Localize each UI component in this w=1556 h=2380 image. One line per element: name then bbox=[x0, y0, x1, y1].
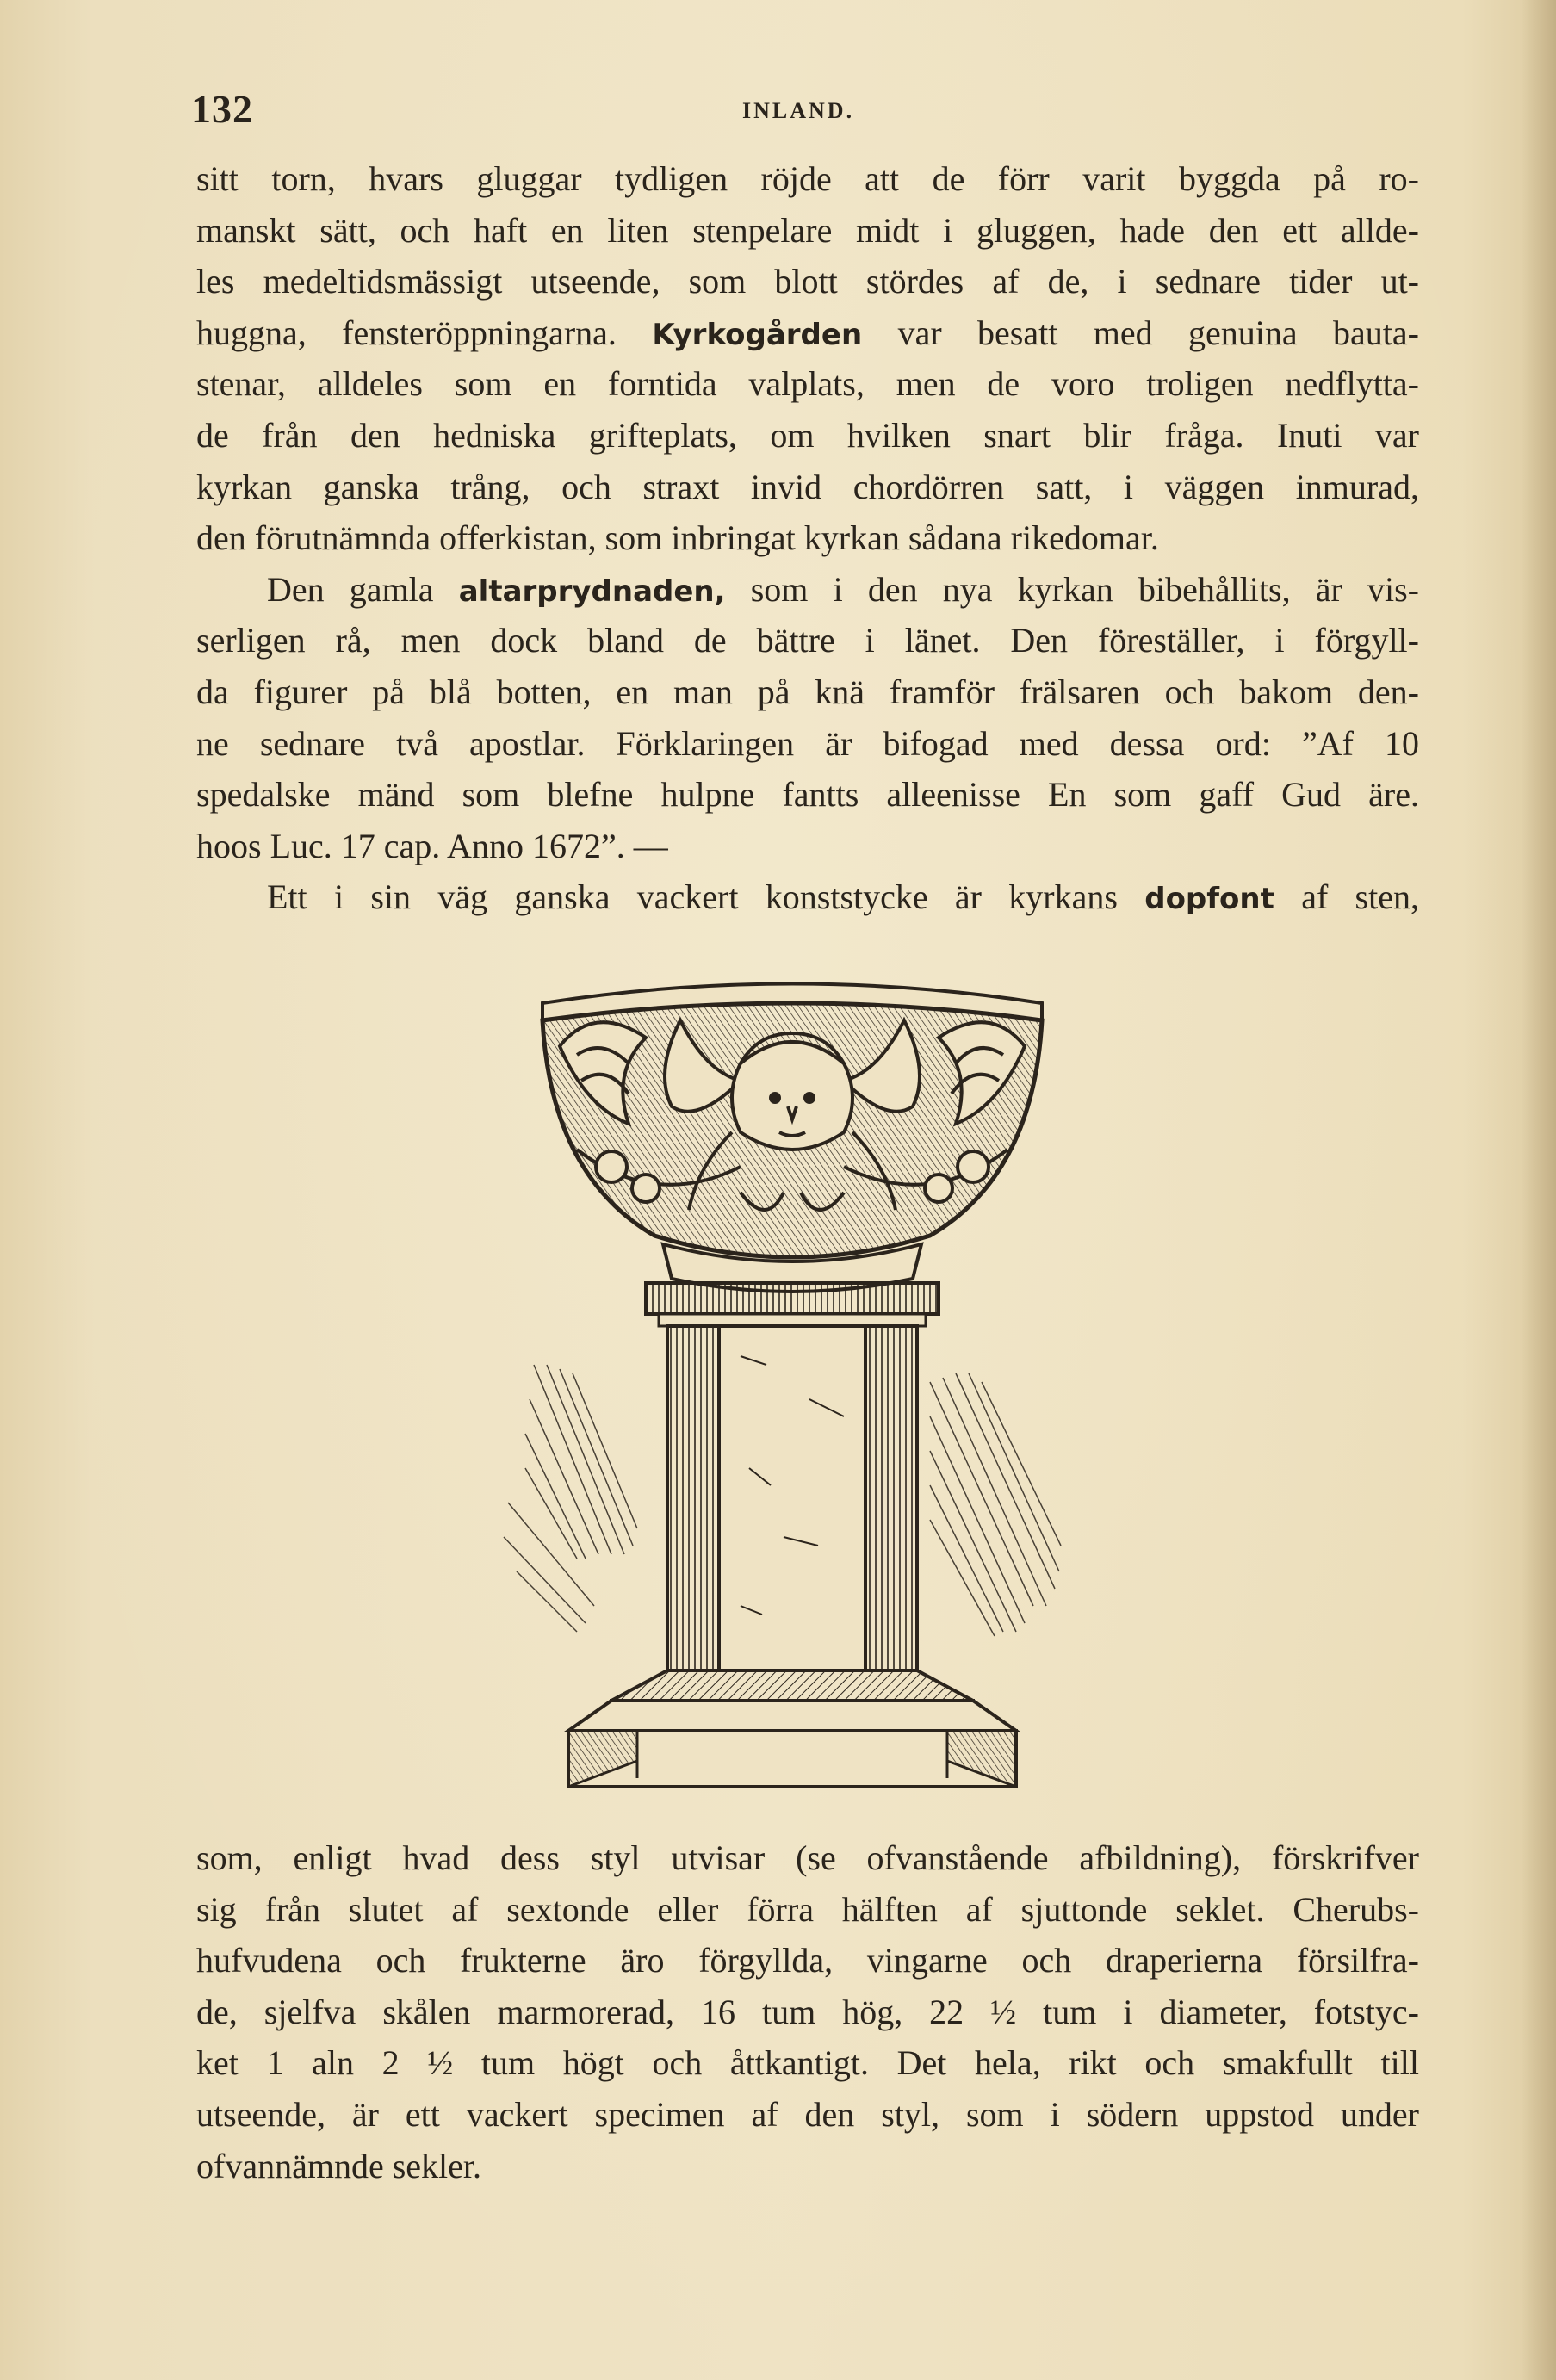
pedestal-capital bbox=[646, 1283, 939, 1326]
text-run: Den gamla bbox=[267, 569, 459, 609]
text-line bbox=[196, 307, 1419, 359]
text-line: ket 1 aln 2 ½ tum högt och åttkantigt. Det hela, rikt och smakfullt till bbox=[196, 2043, 1419, 2083]
text-line: utseende, är ett vackert specimen af den styl, som i södern uppstod under bbox=[196, 2094, 1419, 2134]
text-line: manskt sätt, och haft en liten stenpelare midt i gluggen, hade den ett allde- bbox=[196, 210, 1419, 250]
font-bowl bbox=[542, 984, 1042, 1292]
page-number: 132 bbox=[191, 87, 253, 131]
text-run: var besatt med genuina bauta- bbox=[862, 313, 1419, 352]
text-line: ne sednare två apostlar. Förklaringen är bifogad med dessa ord: ”Af 10 bbox=[196, 723, 1419, 763]
body-text-bottom bbox=[196, 1832, 1419, 2191]
text-run: som i den nya kyrkan bibehållits, är vis- bbox=[725, 569, 1420, 609]
bold-term-dopfont: dopfont bbox=[1144, 882, 1274, 917]
text-line: spedalske mänd som blefne hulpne fantts alleenisse En som gaff Gud äre. bbox=[196, 775, 1419, 815]
text-line: som, enligt hvad dess styl utvisar (se ofvanstående afbildning), förskrifver bbox=[196, 1838, 1419, 1877]
text-line: de från den hedniska grifteplats, om hvilken snart blir fråga. Inuti var bbox=[196, 415, 1419, 455]
text-line: hoos Luc. 17 cap. Anno 1672”. — bbox=[196, 826, 668, 865]
text-line: ofvannämnde sekler. bbox=[196, 2146, 481, 2185]
text-line: de, sjelfva skålen marmorerad, 16 tum hög, 22 ½ tum i diameter, fotstyc- bbox=[196, 1992, 1419, 2031]
baptismal-font-illustration bbox=[482, 951, 1102, 1813]
text-line: den förutnämnda offerkistan, som inbringat kyrkan sådana rikedomar. bbox=[196, 518, 1159, 558]
text-line: da figurer på blå botten, en man på knä framför frälsaren och bakom den- bbox=[196, 672, 1419, 711]
bold-term-kyrkogarden: Kyrkogården bbox=[652, 317, 863, 352]
page-edge-shadow bbox=[1522, 0, 1556, 2380]
text-line: hufvudena och frukterne äro förgyllda, vingarne och draperierna försilfra- bbox=[196, 1941, 1419, 1980]
text-line: les medeltidsmässigt utseende, som blott stördes af de, i sednare tider ut- bbox=[196, 262, 1419, 301]
text-line: sig från slutet af sextonde eller förra hälften af sjuttonde seklet. Cherubs- bbox=[196, 1889, 1419, 1929]
text-line: sitt torn, hvars gluggar tydligen röjde att de förr varit byggda på ro- bbox=[196, 159, 1419, 198]
pedestal-base bbox=[568, 1670, 1016, 1787]
text-line: stenar, alldeles som en forntida valplats, men de voro troligen nedflytta- bbox=[196, 364, 1419, 404]
body-text-top bbox=[196, 153, 1419, 923]
page-header bbox=[191, 86, 1414, 138]
bold-term-altarprydnaden: altarprydnaden, bbox=[458, 573, 726, 609]
text-line: serligen rå, men dock bland de bättre i länet. Den föreställer, i förgyll- bbox=[196, 621, 1419, 660]
pedestal-shaft bbox=[667, 1326, 917, 1670]
text-line: kyrkan ganska trång, och straxt invid chordörren satt, i väggen inmurad, bbox=[196, 467, 1419, 506]
text-run: af sten, bbox=[1274, 877, 1419, 917]
text-run: Ett i sin väg ganska vackert konststycke är kyrkans bbox=[267, 877, 1145, 917]
text-line bbox=[196, 871, 1419, 923]
running-head: INLAND. bbox=[742, 98, 855, 123]
text-line bbox=[196, 564, 1419, 616]
text-run: huggna, fensteröppningarna. bbox=[196, 313, 653, 352]
